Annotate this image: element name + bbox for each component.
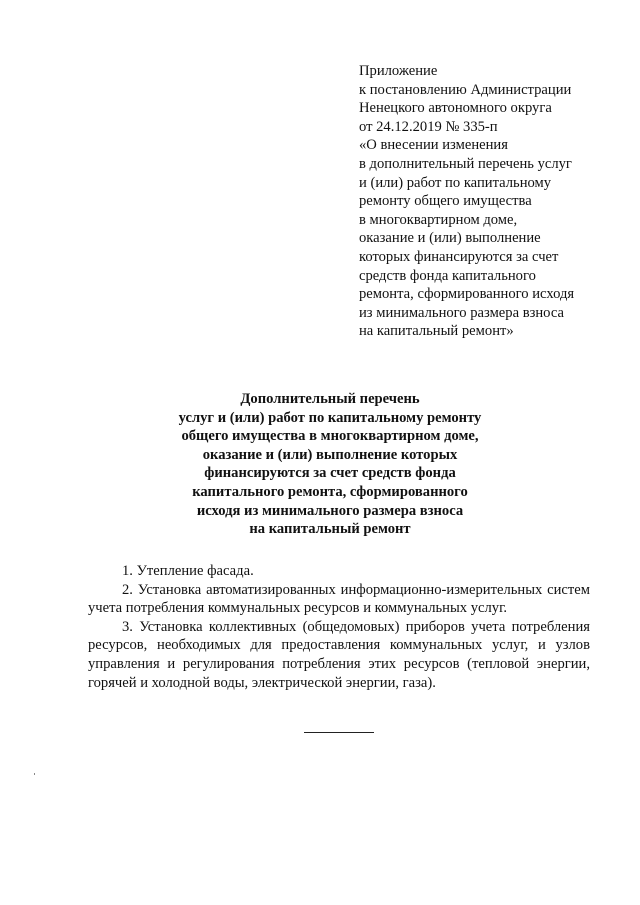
appendix-line: оказание и (или) выполнение — [359, 230, 541, 247]
appendix-line: «О внесении изменения — [359, 137, 508, 154]
list-item: 2. Установка автоматизированных информационно-измерительных систем учета потребления коммунальных ресурсов и коммунальных услуг. — [88, 581, 590, 617]
appendix-line: Приложение — [359, 63, 438, 79]
appendix-line: из минимального размера взноса — [359, 304, 564, 321]
appendix-line: средств фонда капитального — [359, 267, 536, 284]
title-line: услуг и (или) работ по капитальному ремонту — [178, 409, 482, 426]
list-item: 1. Утепление фасада. — [122, 563, 254, 579]
title-line: финансируются за счет средств фонда — [204, 465, 456, 482]
item-list — [88, 562, 590, 692]
list-item: 3. Установка коллективных (общедомовых) приборов учета потребления ресурсов, необходимых для предоставления коммунальных услуг, и узлов управления и регулирования потребления этих ресурсов (тепловой энергии, горячей и холодной воды, электрической энергии, газа). — [88, 618, 590, 691]
title-line: капитального ремонта, сформированного — [192, 483, 468, 500]
title-line: общего имущества в многоквартирном доме, — [181, 428, 479, 445]
appendix-line: в многоквартирном доме, — [359, 211, 518, 228]
document-title — [130, 390, 530, 539]
appendix-line: ремонту общего имущества — [359, 193, 532, 210]
appendix-line: от 24.12.2019 № 335-п — [359, 118, 498, 135]
appendix-block — [359, 62, 629, 341]
appendix-line: к постановлению Администрации — [359, 81, 572, 98]
appendix-line: на капитальный ремонт» — [359, 323, 514, 340]
appendix-line: и (или) работ по капитальному — [359, 174, 552, 191]
scan-speck — [34, 773, 35, 775]
closing-divider — [304, 732, 374, 733]
appendix-line: Ненецкого автономного округа — [359, 100, 552, 117]
appendix-line: ремонта, сформированного исходя — [359, 286, 575, 303]
title-line: исходя из минимального размера взноса — [196, 502, 464, 519]
title-line: на капитальный ремонт — [249, 521, 411, 538]
appendix-line: в дополнительный перечень услуг — [359, 155, 572, 172]
title-line: Дополнительный перечень — [240, 391, 420, 407]
title-line: оказание и (или) выполнение которых — [202, 446, 458, 463]
appendix-line: которых финансируются за счет — [359, 248, 559, 265]
